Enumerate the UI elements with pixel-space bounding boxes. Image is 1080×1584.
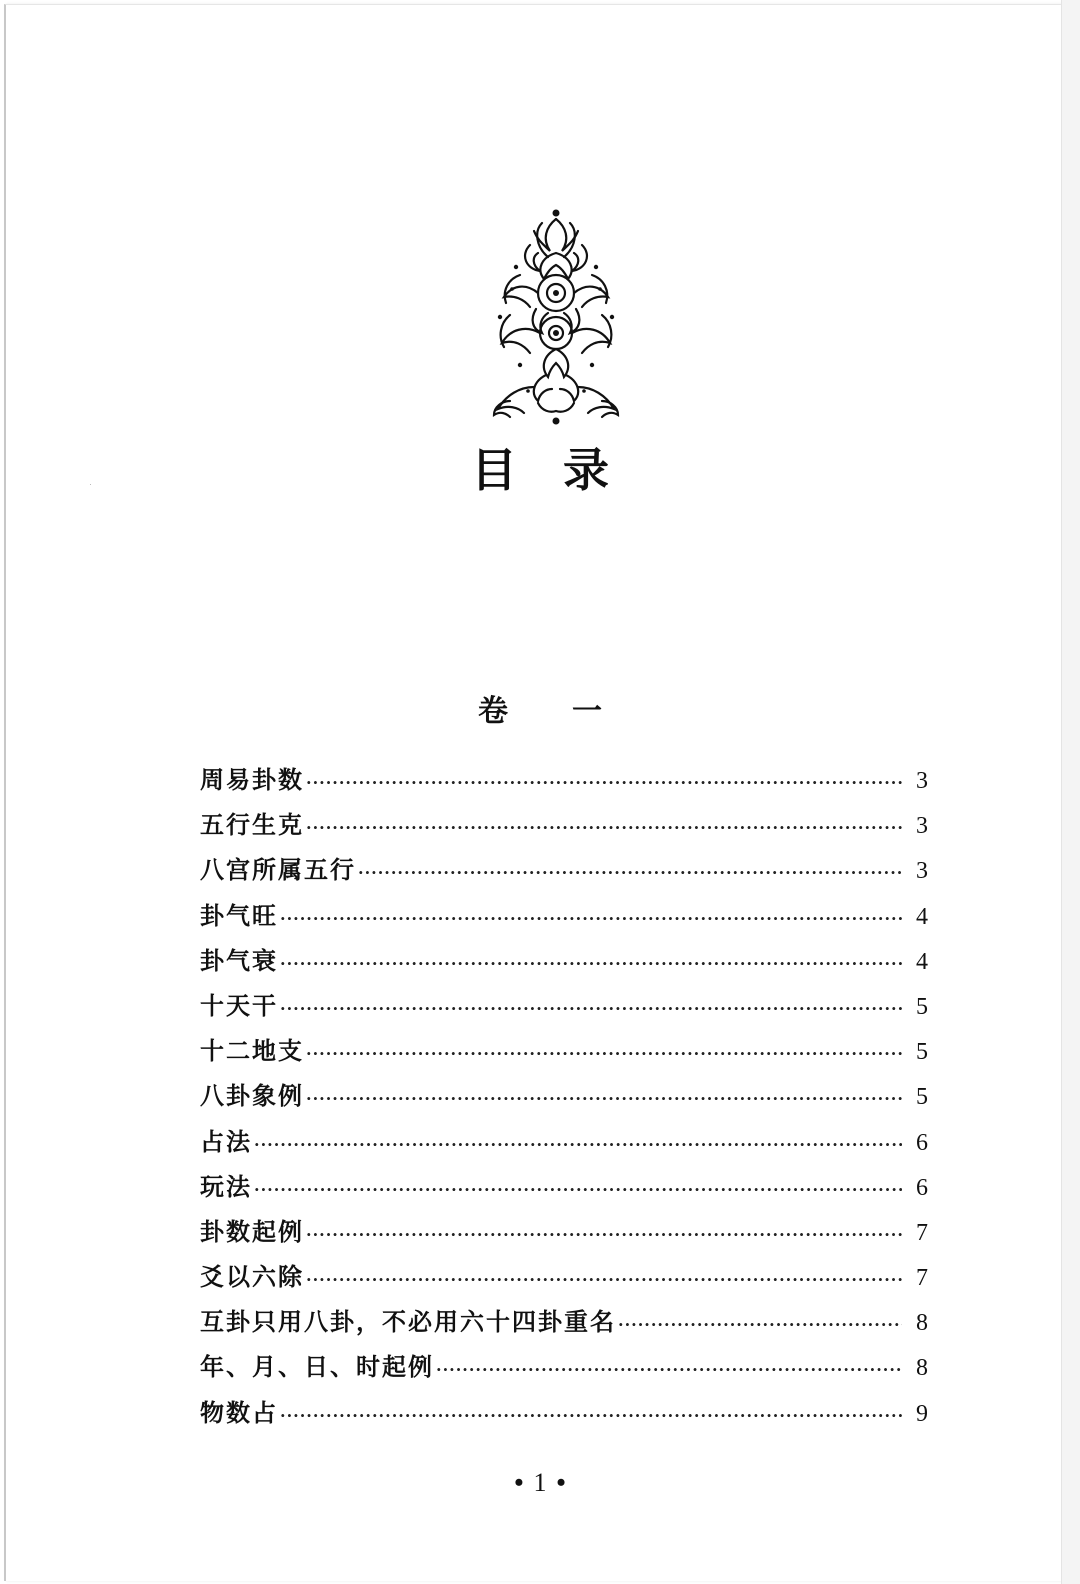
toc-entry-page: 4 [916,948,928,975]
toc-entry-page: 8 [916,1310,928,1337]
toc-entry-title: 物数占 [200,1397,278,1427]
page-number: 1 [533,1468,547,1497]
toc-entry-title: 卦气旺 [200,900,278,930]
toc-dot-leader [254,1167,902,1212]
toc-dot-leader [306,1076,902,1121]
page-number-footer [0,1466,1080,1500]
toc-entry[interactable] [200,847,928,892]
toc-dot-leader [306,760,902,805]
toc-entry-page: 7 [916,1265,928,1292]
toc-dot-leader [280,941,902,986]
toc-entry[interactable] [200,1119,928,1164]
toc-entry-title: 十天干 [200,990,278,1020]
toc-entry-title: 年、月、日、时起例 [200,1352,434,1382]
page-number-bullet-right: • [556,1468,566,1497]
toc-entry-title: 十二地支 [200,1036,304,1066]
page-title: 目录 [471,443,655,497]
toc-entry-page: 3 [916,768,928,794]
toc-entry[interactable] [200,1164,928,1209]
toc-entry[interactable] [200,802,928,847]
volume-heading: 卷一 [478,694,666,729]
toc-dot-leader [358,850,902,895]
toc-dot-leader [280,896,902,941]
toc-entry-page: 9 [916,1400,928,1427]
toc-entry[interactable] [200,757,928,802]
toc-entry[interactable] [200,1299,928,1344]
toc-entry-page: 4 [916,903,928,930]
page-number-bullet-left: • [514,1468,524,1497]
page-edge [1061,0,1080,1584]
toc-entry-title: 互卦只用八卦，不必用六十四卦重名 [200,1307,616,1337]
toc-dot-leader [436,1347,902,1392]
toc-entry[interactable] [200,1254,928,1299]
toc-entry-title: 爻以六除 [200,1262,304,1292]
lotus-flower-ornament-icon [490,205,622,427]
toc-entry-title: 玩法 [200,1171,252,1201]
toc-entry-title: 五行生克 [200,810,304,840]
toc-dot-leader [254,1122,902,1167]
toc-entry-title: 八卦象例 [200,1081,304,1111]
toc-entry-page: 3 [916,813,928,840]
toc-dot-leader [306,1257,902,1302]
toc-entry-title: 卦数起例 [200,1216,304,1246]
toc-entry[interactable] [200,1344,928,1389]
toc-dot-leader [306,805,902,850]
toc-entry-title: 占法 [200,1126,252,1156]
toc-entry[interactable] [200,983,928,1028]
toc-entry-page: 8 [916,1355,928,1382]
toc-entry-page: 5 [916,1084,928,1111]
toc-entry[interactable] [200,893,928,938]
toc-entry[interactable] [200,1028,928,1073]
toc-entry[interactable] [200,938,928,983]
toc-entry-page: 7 [916,1219,928,1246]
toc-entry[interactable] [200,1390,928,1435]
toc-entry-title: 八宫所属五行 [200,855,356,885]
toc-dot-leader [280,1393,902,1438]
toc-dot-leader [306,1031,902,1076]
toc-entry-page: 5 [916,993,928,1020]
toc-entry-page: 3 [916,858,928,885]
toc-dot-leader [618,1302,902,1347]
toc-entry[interactable] [200,1209,928,1254]
toc-entry-title: 卦气衰 [200,945,278,975]
toc-dot-leader [280,986,902,1031]
toc-entry[interactable] [200,1073,928,1118]
toc-entry-page: 6 [916,1174,928,1201]
toc-entry-page: 6 [916,1129,928,1156]
toc-entry-title: 周易卦数 [200,765,304,794]
toc-dot-leader [306,1212,902,1257]
toc-entry-page: 5 [916,1039,928,1066]
table-of-contents [200,757,928,1435]
